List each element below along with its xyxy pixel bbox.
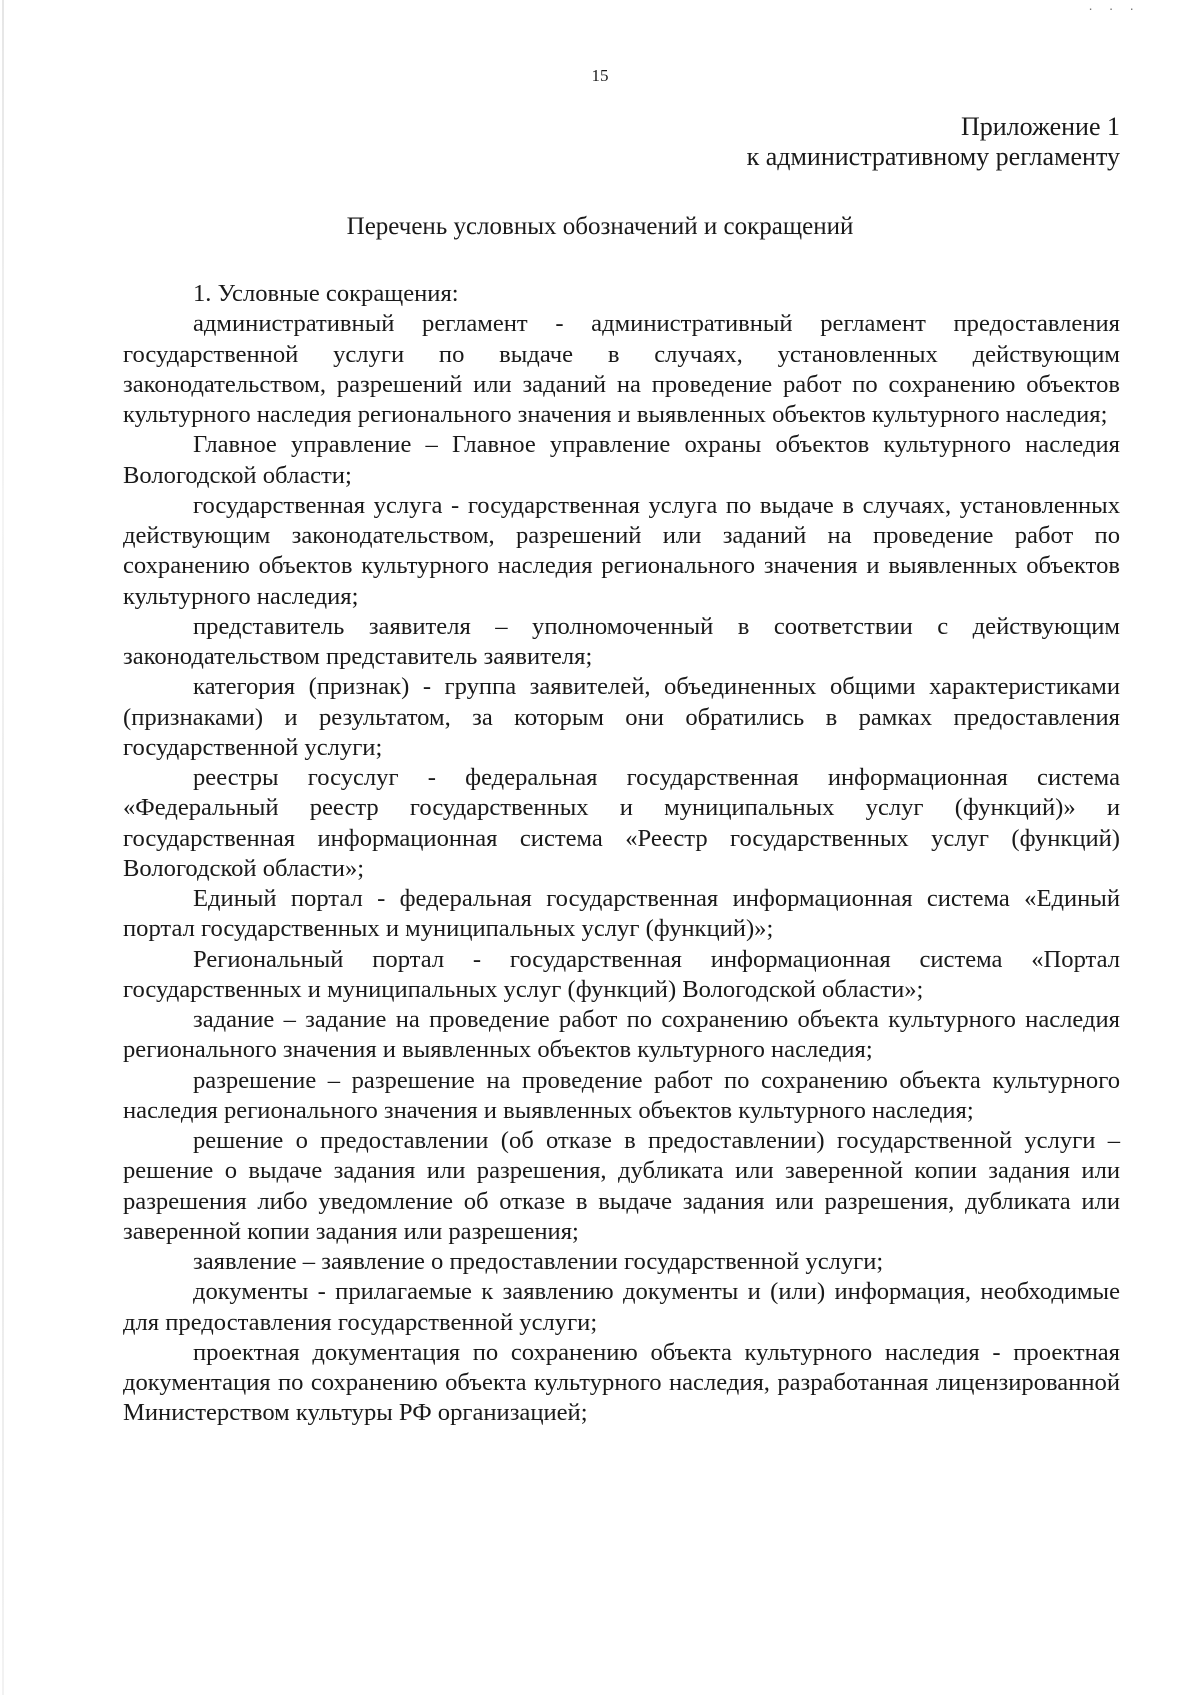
definition-paragraph: разрешение – разрешение на проведение работ по сохранению объекта культурного наследия регионального значения и выявленных объектов культурного наследия;	[123, 1066, 1120, 1124]
document-body	[123, 279, 1120, 1429]
definition-paragraph: Главное управление – Главное управление охраны объектов культурного наследия Вологодской области;	[123, 431, 1120, 489]
definition-paragraph: проектная документация по сохранению объекта культурного наследия - проектная документация по сохранению объекта культурного наследия, разработанная лицензированной Министерством культуры РФ организацией;	[123, 1338, 1120, 1427]
definition-paragraph: Региональный портал - государственная информационная система «Портал государственных и муниципальных услуг (функций) Вологодской области»;	[123, 945, 1120, 1003]
definition-paragraph: государственная услуга - государственная услуга по выдаче в случаях, установленных действующим законодательством, разрешений или заданий на проведение работ по сохранению объектов культурного наследия регионального значения и выявленных объектов культурного наследия;	[123, 491, 1120, 610]
scan-edge-shadow	[2, 0, 4, 1695]
definition-paragraph: документы - прилагаемые к заявлению документы и (или) информация, необходимые для предоставления государственной услуги;	[123, 1278, 1120, 1336]
appendix-line-2: к административному регламенту	[746, 142, 1120, 171]
definition-paragraph: реестры госуслуг - федеральная государственная информационная система «Федеральный реестр государственных и муниципальных услуг (функций)» и государственная информационная система «Реестр государственных услуг (функций) Вологодской области»;	[123, 764, 1120, 882]
definition-paragraph: заявление – заявление о предоставлении государственной услуги;	[193, 1248, 884, 1275]
appendix-line-1: Приложение 1	[960, 112, 1120, 141]
definition-paragraph: задание – задание на проведение работ по сохранению объекта культурного наследия регионального значения и выявленных объектов культурного наследия;	[123, 1006, 1120, 1064]
definition-paragraph: Единый портал - федеральная государственная информационная система «Единый портал государственных и муниципальных услуг (функций)»;	[123, 885, 1120, 943]
definition-paragraph: представитель заявителя – уполномоченный в соответствии с действующим законодательством представитель заявителя;	[123, 612, 1120, 670]
definition-paragraph: административный регламент - административный регламент предоставления государственной услуги по выдаче в случаях, установленных действующим законодательством, разрешений или заданий на проведение работ по сохранению объектов культурного наследия регионального значения и выявленных объектов культурного наследия;	[123, 310, 1120, 428]
corner-scan-mark: · · ·	[1088, 0, 1140, 16]
page-number: 15	[591, 66, 609, 85]
section-heading: 1. Условные сокращения:	[193, 280, 459, 307]
document-title: Перечень условных обозначений и сокращений	[346, 213, 854, 240]
appendix-label	[747, 112, 1120, 172]
definition-paragraph: категория (признак) - группа заявителей, объединенных общими характеристиками (признаками) и результатом, за которым они обратились в рамках предоставления государственной услуги;	[123, 673, 1120, 761]
definition-paragraph: решение о предоставлении (об отказе в предоставлении) государственной услуги – решение о выдаче задания или разрешения, дубликата или заверенной копии задания или разрешения либо уведомление об отказе в выдаче задания или разрешения, дубликата или заверенной копии задания или разрешения;	[123, 1127, 1120, 1245]
